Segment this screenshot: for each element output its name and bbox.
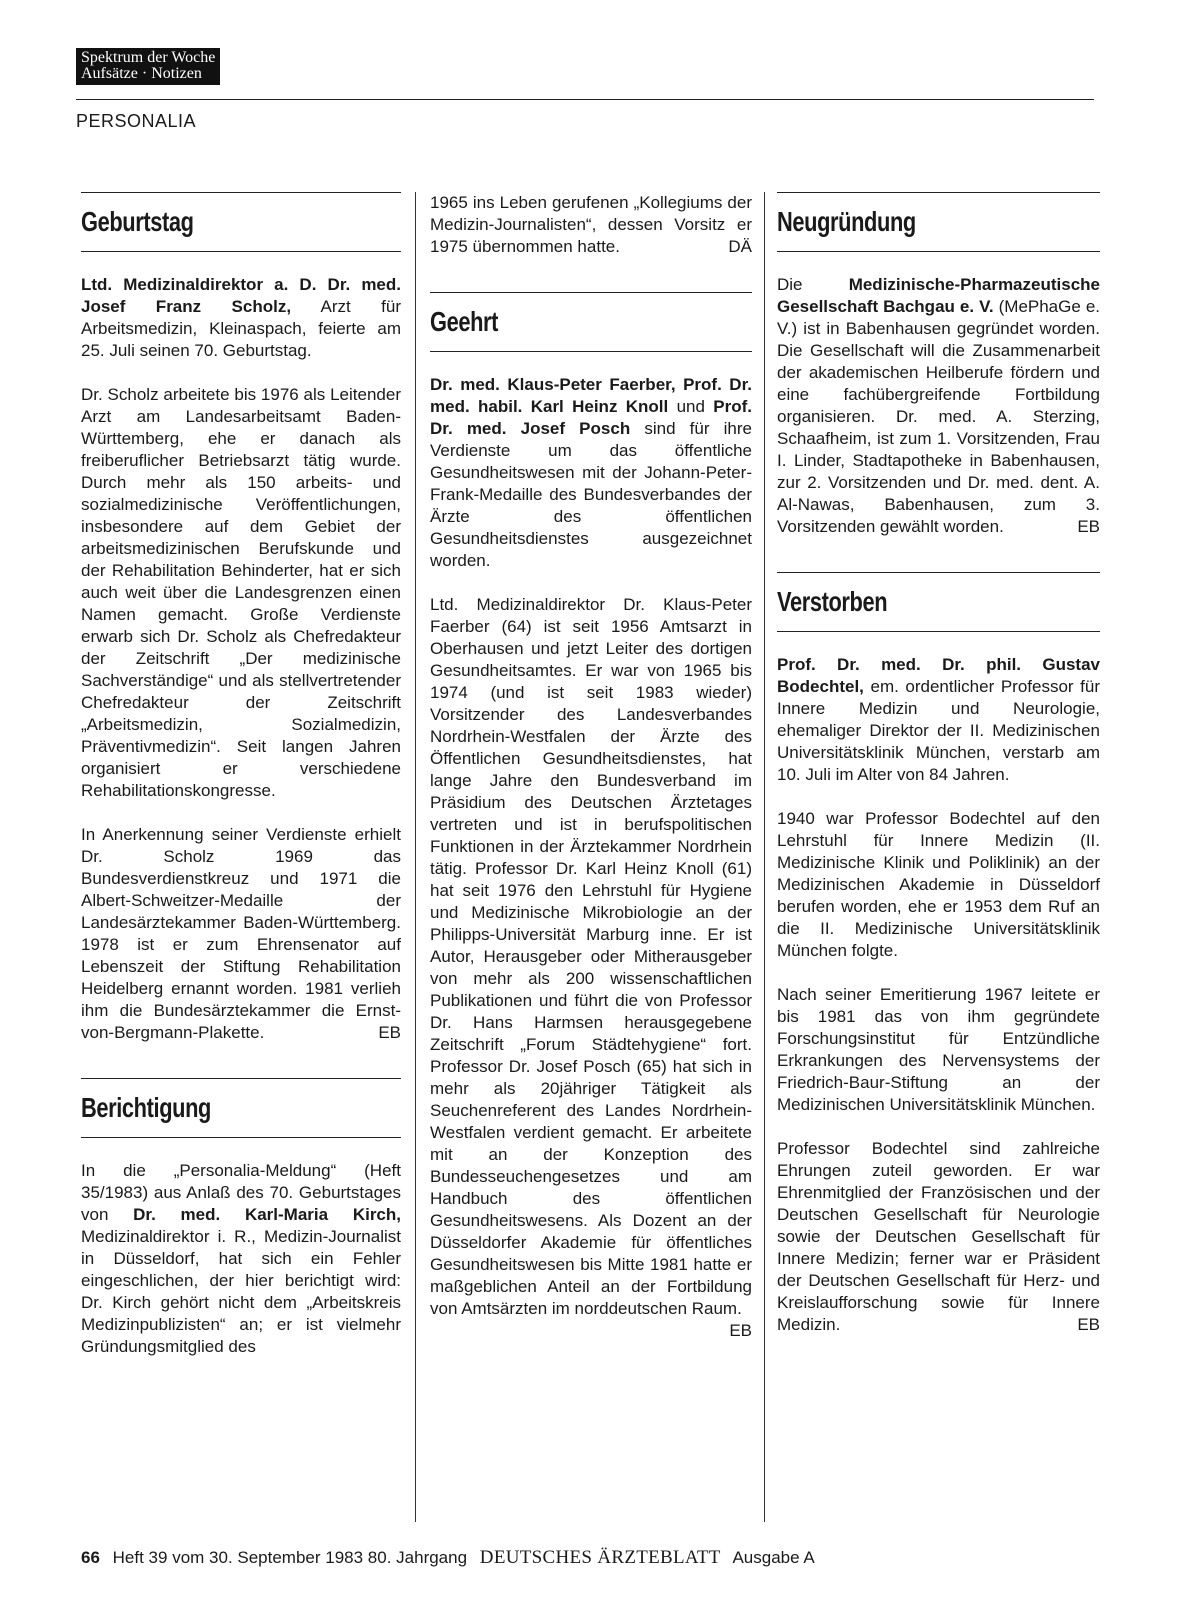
verstorben-paragraph-4-text: Professor Bodechtel sind zahlreiche Ehrungen zuteil geworden. Er war Ehrenmitglied der Französischen und der Deutschen Gesellschaft für Neurologie sowie der Deutschen Gesellschaft für Innere Medizin; ferner war er Präsident der Deutschen Gesellschaft für Herz- und Kreislaufforschung sowie für Innere Medizin. [777,1139,1100,1334]
signature: EB [729,1321,752,1340]
top-rule [76,99,1094,100]
neugruendung-paragraph [777,274,1100,538]
geehrt-name-3: Prof. Dr. med. Josef Posch [430,397,752,438]
verstorben-name: Prof. Dr. med. Dr. phil. Gustav Bodechtel, [777,655,1100,696]
verstorben-paragraph-4 [777,1138,1100,1336]
heading-geburtstag: Geburtstag [81,206,194,237]
geburtstag-lead-text: Arzt für Arbeitsmedizin, Kleinaspach, feierte am 25. Juli seinen 70. Geburtstag. [81,297,401,360]
heading-rule [81,192,401,193]
masthead-line-1: Spektrum der Woche [81,49,216,66]
berichtigung-name: Dr. med. Karl-Maria Kirch, [133,1205,401,1224]
geburtstag-paragraph-3 [81,824,401,1044]
masthead [76,48,220,85]
column-3 [777,192,1100,1336]
heading-rule [777,192,1100,193]
heading-rule [430,292,752,293]
heading-rule [777,251,1100,252]
berichtigung-text-1: In die „Personalia-Meldung“ (Heft 35/1983) aus Anlaß des 70. Geburtstages von [81,1161,401,1224]
berichtigung-continuation [430,192,752,258]
heading-rule [777,572,1100,573]
heading-rule [81,1137,401,1138]
edition: Ausgabe A [732,1548,815,1567]
verstorben-paragraph-3: Nach seiner Emeritierung 1967 leitete er bis 1981 das von ihm gegründete Forschungsinstitut für Entzündliche Erkrankungen des Nervensystems der Friedrich-Baur-Stiftung an der Medizinischen Universitätsklinik München. [777,985,1100,1114]
geehrt-paragraph-2 [430,594,752,1340]
heading-berichtigung: Berichtigung [81,1092,212,1123]
column-1 [81,192,401,1358]
verstorben-paragraph-2: 1940 war Professor Bodechtel auf den Lehrstuhl für Innere Medizin (II. Medizinische Klinik und Poliklinik) an der Medizinischen Akademie in Düsseldorf berufen worden, ehe er 1953 dem Ruf an die II. Medizinische Universitätsklinik München folgte. [777,809,1100,960]
journal-title: DEUTSCHES ÄRZTEBLATT [479,1547,721,1568]
heading-rule [430,351,752,352]
geehrt-lead-text: sind für ihre Verdienste um das öffentliche Gesundheitswesen mit der Johann-Peter-Frank-Medaille des Bundesverbandes der Ärzte des öffentlichen Gesundheitsdienstes ausgezeichnet worden. [430,419,752,570]
column-divider-1 [415,192,416,1522]
signature: DÄ [728,237,752,256]
heading-geehrt: Geehrt [430,306,499,337]
berichtigung-text-2: Medizinaldirektor i. R., Medizin-Journalist in Düsseldorf, hat sich ein Fehler eingeschlichen, der hier berichtigt wird: Dr. Kirch gehört nicht dem „Arbeitskreis Medizinpublizisten“ an; er ist vielmehr Gründungsmitglied des [81,1227,401,1356]
heading-rule [81,1078,401,1079]
geehrt-names: Dr. med. Klaus-Peter Faerber, Prof. Dr. med. habil. Karl Heinz Knoll [430,375,752,416]
signature: EB [1077,517,1100,536]
geehrt-conjunction: und [668,397,714,416]
heading-rule [81,251,401,252]
geehrt-paragraph-2-text: Ltd. Medizinaldirektor Dr. Klaus-Peter Faerber (64) ist seit 1956 Amtsarzt in Oberhausen und jetzt Leiter des dortigen Gesundheitsamtes. Er war von 1965 bis 1974 (und ist seit 1983 wieder) Vorsitzender des Landesverbandes Nordrhein-Westfalen der Ärzte des Öffentlichen Gesundheitsdienstes, hat lange Jahre den Bundesverband im Präsidium des Deutschen Ärztetages vertreten und ist in berufspolitischen Funktionen in der Ärztekammer Nordrhein tätig. Professor Dr. Karl Heinz Knoll (61) hat seit 1976 den Lehrstuhl für Hygiene und Medizinische Mikrobiologie an der Philipps-Universität Marburg inne. Er ist Autor, Herausgeber oder Mitherausgeber von mehr als 200 wissenschaftlichen Publikationen und führt die von Professor Dr. Hans Harmsen herausgegebene Zeitschrift „Forum Städtehygiene“ fort. Professor Dr. Josef Posch (65) hat sich in mehr als 20jähriger Tätigkeit als Seuchenreferent des Landes Nordrhein-Westfalen verdient gemacht. Er arbeitete mit an der Konzeption des Bundesseuchengesetzes und am Handbuch des öffentlichen Gesundheitswesens. Als Dozent an der Düsseldorfer Akademie für öffentliches Gesundheitswesen bis Mitte 1981 hatte er maßgeblichen Anteil an der Fortbildung von Amtsärzten im norddeutschen Raum. [430,595,752,1318]
geburtstag-paragraph-2: Dr. Scholz arbeitete bis 1976 als Leitender Arzt am Landesarbeitsamt Baden-Württemberg, ehe er danach als freiberuflicher Betriebsarzt tätig wurde. Durch mehr als 150 arbeits- und sozialmedizinische Veröffentlichungen, insbesondere auf dem Gebiet der arbeitsmedizinischen Berufskunde und der Rehabilitation Behinderter, hat er sich auch weit über die Landesgrenzen einen Namen gemacht. Große Verdienste erwarb sich Dr. Scholz als Chefredakteur der Zeitschrift „Der medizinische Sachverständige“ und als stellvertretender Chefredakteur der Zeitschrift „Arbeitsmedizin, Sozialmedizin, Präventivmedizin“. Seit langen Jahren organisiert er verschiedene Rehabilitationskongresse. [81,385,401,800]
section-label: PERSONALIA [76,111,197,131]
verstorben-lead [777,654,1100,786]
signature: EB [378,1023,401,1042]
column-2 [430,192,752,1342]
geburtstag-name: Ltd. Medizinaldirektor a. D. Dr. med. Josef Franz Scholz, [81,275,401,316]
column-divider-2 [764,192,765,1522]
heading-neugruendung: Neugründung [777,206,916,237]
berichtigung-continuation-text: 1965 ins Leben gerufenen „Kollegiums der Medizin-Journalisten“, dessen Vorsitz er 1975 übernommen hatte. [430,193,752,256]
issue-info: Heft 39 vom 30. September 1983 80. Jahrgang [112,1548,468,1567]
masthead-line-2: Aufsätze · Notizen [81,65,202,82]
page-footer [81,1547,815,1569]
heading-verstorben: Verstorben [777,586,888,617]
neugruendung-text-2: (MePhaGe e. V.) ist in Babenhausen gegründet worden. Die Gesellschaft will die Zusammenarbeit der akademischen Heilberufe fördern und eine fachübergreifende Fortbildung organisieren. Dr. med. A. Sterzing, Schaafheim, ist zum 1. Vorsitzenden, Frau I. Linder, Stadtapotheke in Babenhausen, zur 2. Vorsitzenden und Dr. med. dent. A. Al-Nawas, Babenhausen, zum 3. Vorsitzenden gewählt worden. [777,297,1101,536]
signature: EB [1077,1315,1100,1334]
neugruendung-text-1: Die [777,275,849,294]
geburtstag-lead [81,274,401,362]
page-number: 66 [81,1548,100,1567]
heading-rule [777,631,1100,632]
geburtstag-paragraph-3-text: In Anerkennung seiner Verdienste erhielt Dr. Scholz 1969 das Bundesverdienstkreuz und 1971 die Albert-Schweitzer-Medaille der Landesärztekammer Baden-Württemberg. 1978 ist er zum Ehrensenator auf Lebenszeit der Stiftung Rehabilitation Heidelberg ernannt worden. 1981 verlieh ihm die Bundesärztekammer die Ernst-von-Bergmann-Plakette. [81,825,401,1042]
geehrt-lead [430,374,752,572]
verstorben-lead-text: em. ordentlicher Professor für Innere Medizin und Neurologie, ehemaliger Direktor der II. Medizinischen Universitätsklinik München, verstarb am 10. Juli im Alter von 84 Jahren. [777,677,1100,784]
neugruendung-org-name: Medizinische-Pharmazeutische Gesellschaft Bachgau e. V. [777,275,1100,316]
berichtigung-paragraph [81,1160,401,1358]
